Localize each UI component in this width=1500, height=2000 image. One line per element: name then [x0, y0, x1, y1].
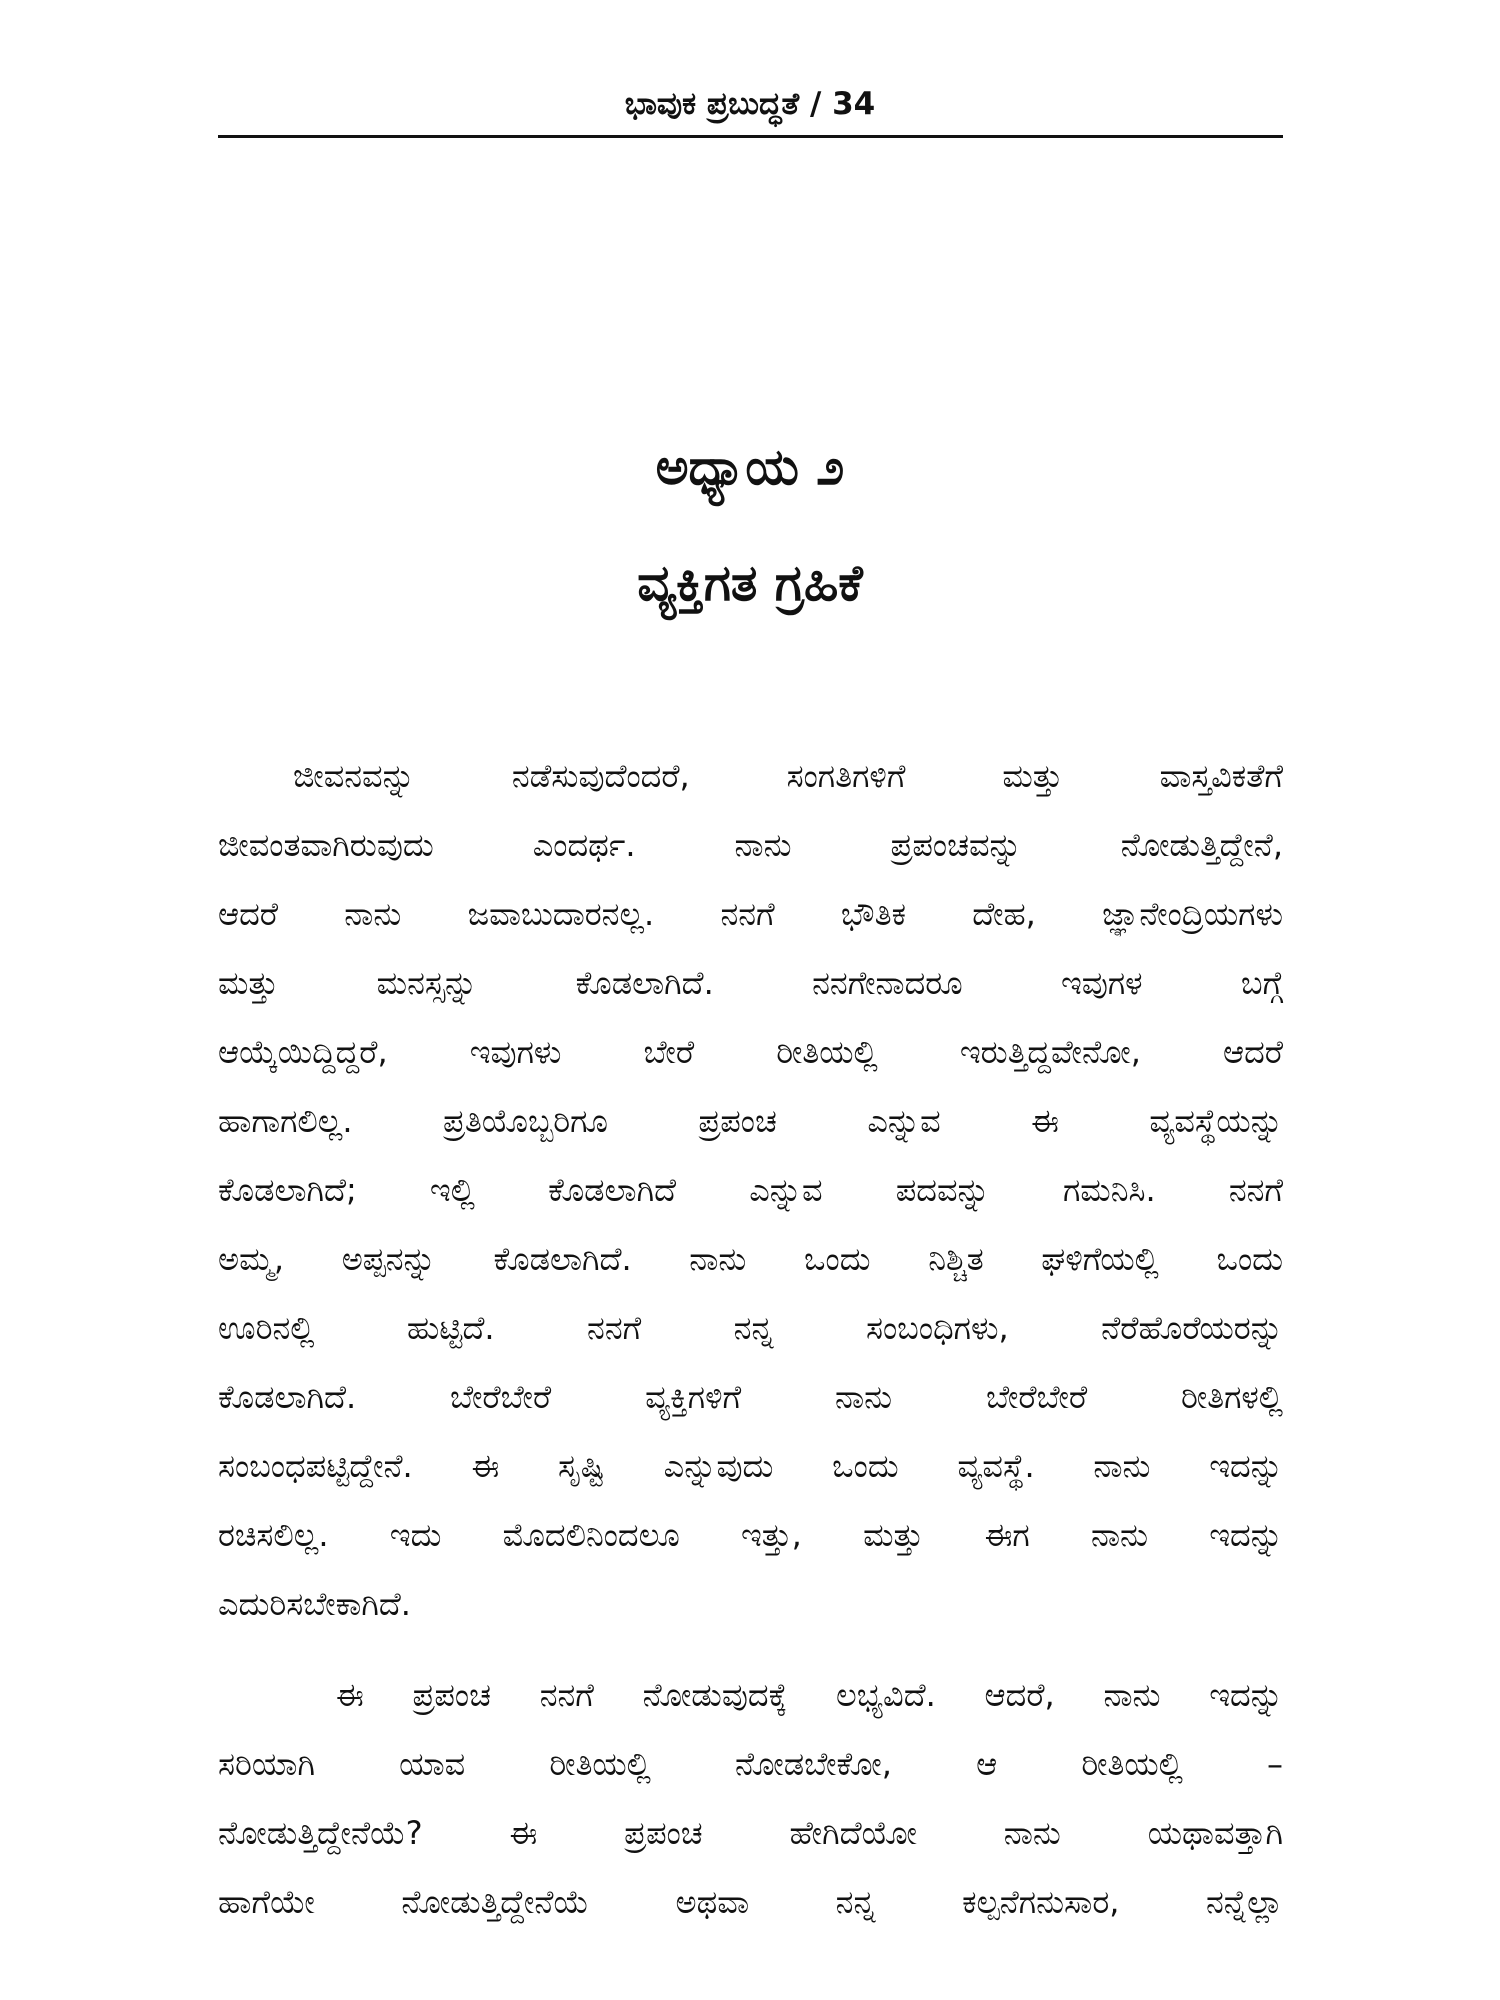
chapter-title: ವ್ಯಕ್ತಿಗತ ಗ್ರಹಿಕೆ: [637, 554, 863, 612]
chapter-number: ಅಧ್ಯಾಯ ೨: [655, 438, 845, 496]
paragraph-line: ಎದುರಿಸಬೇಕಾಗಿದೆ.: [218, 1585, 411, 1623]
paragraph-line: ಆದರೆ ನಾನು ಜವಾಬುದಾರನಲ್ಲ. ನನಗೆ ಭೌತಿಕ ದೇಹ, ಜ್ಞಾನೇಂದ್ರಿಯಗಳು: [218, 895, 1283, 933]
paragraph-line: ಅಮ್ಮ, ಅಪ್ಪನನ್ನು ಕೊಡಲಾಗಿದೆ. ನಾನು ಒಂದು ನಿಶ್ಚಿತ ಘಳಿಗೆಯಲ್ಲಿ ಒಂದು: [218, 1240, 1283, 1278]
paragraph-line: ಹಾಗೆಯೇ ನೋಡುತ್ತಿದ್ದೇನೆಯೆ ಅಥವಾ ನನ್ನ ಕಲ್ಪನೆಗನುಸಾರ, ನನ್ನೆಲ್ಲಾ: [218, 1883, 1283, 1921]
paragraph-line: ಜೀವನವನ್ನು ನಡೆಸುವುದೆಂದರೆ, ಸಂಗತಿಗಳಿಗೆ ಮತ್ತು ವಾಸ್ತವಿಕತೆಗೆ: [293, 757, 1283, 795]
paragraph-line: ಹಾಗಾಗಲಿಲ್ಲ. ಪ್ರತಿಯೊಬ್ಬರಿಗೂ ಪ್ರಪಂಚ ಎನ್ನುವ ಈ ವ್ಯವಸ್ಥೆಯನ್ನು: [218, 1102, 1283, 1140]
paragraph-line: ರಚಿಸಲಿಲ್ಲ. ಇದು ಮೊದಲಿನಿಂದಲೂ ಇತ್ತು, ಮತ್ತು ಈಗ ನಾನು ಇದನ್ನು: [218, 1516, 1283, 1554]
paragraph-line: ಸಂಬಂಧಪಟ್ಟಿದ್ದೇನೆ. ಈ ಸೃಷ್ಟಿ ಎನ್ನುವುದು ಒಂದು ವ್ಯವಸ್ಥೆ. ನಾನು ಇದನ್ನು: [218, 1447, 1284, 1485]
paragraph-line: ಕೊಡಲಾಗಿದೆ; ಇಲ್ಲಿ ಕೊಡಲಾಗಿದೆ ಎನ್ನುವ ಪದವನ್ನು ಗಮನಿಸಿ. ನನಗೆ: [218, 1171, 1283, 1209]
paragraph-line: ಆಯ್ಕೆಯಿದ್ದಿದ್ದರೆ, ಇವುಗಳು ಬೇರೆ ರೀತಿಯಲ್ಲಿ ಇರುತ್ತಿದ್ದವೇನೋ, ಆದರೆ: [218, 1033, 1283, 1071]
paragraph-line: ಮತ್ತು ಮನಸ್ಸನ್ನು ಕೊಡಲಾಗಿದೆ. ನನಗೇನಾದರೂ ಇವುಗಳ ಬಗ್ಗೆ: [218, 964, 1283, 1002]
paragraph-line: ಊರಿನಲ್ಲಿ ಹುಟ್ಟಿದೆ. ನನಗೆ ನನ್ನ ಸಂಬಂಧಿಗಳು, ನೆರೆಹೊರೆಯರನ್ನು: [218, 1309, 1283, 1347]
header-rule: [218, 135, 1283, 138]
body-text: [218, 742, 1283, 1937]
paragraph-line: ಜೀವಂತವಾಗಿರುವುದು ಎಂದರ್ಥ. ನಾನು ಪ್ರಪಂಚವನ್ನು ನೋಡುತ್ತಿದ್ದೇನೆ,: [218, 826, 1283, 864]
paragraph-gap: [218, 1639, 1283, 1661]
paragraph-line: ಕೊಡಲಾಗಿದೆ. ಬೇರೆಬೇರೆ ವ್ಯಕ್ತಿಗಳಿಗೆ ನಾನು ಬೇರೆಬೇರೆ ರೀತಿಗಳಲ್ಲಿ: [218, 1378, 1283, 1416]
paragraph-line: ಈ ಪ್ರಪಂಚ ನನಗೆ ನೋಡುವುದಕ್ಕೆ ಲಭ್ಯವಿದೆ. ಆದರೆ, ನಾನು ಇದನ್ನು: [336, 1676, 1283, 1714]
paragraph-2: [218, 1661, 1283, 1937]
paragraph-line: ಸರಿಯಾಗಿ ಯಾವ ರೀತಿಯಲ್ಲಿ ನೋಡಬೇಕೋ, ಆ ರೀತಿಯಲ್ಲಿ –: [218, 1745, 1283, 1783]
paragraph-1: [218, 742, 1283, 1639]
running-header: ಭಾವುಕ ಪ್ರಬುದ್ಧತೆ / 34: [624, 86, 876, 122]
paragraph-line: ನೋಡುತ್ತಿದ್ದೇನೆಯೆ? ಈ ಪ್ರಪಂಚ ಹೇಗಿದೆಯೋ ನಾನು ಯಥಾವತ್ತಾಗಿ: [218, 1814, 1283, 1852]
